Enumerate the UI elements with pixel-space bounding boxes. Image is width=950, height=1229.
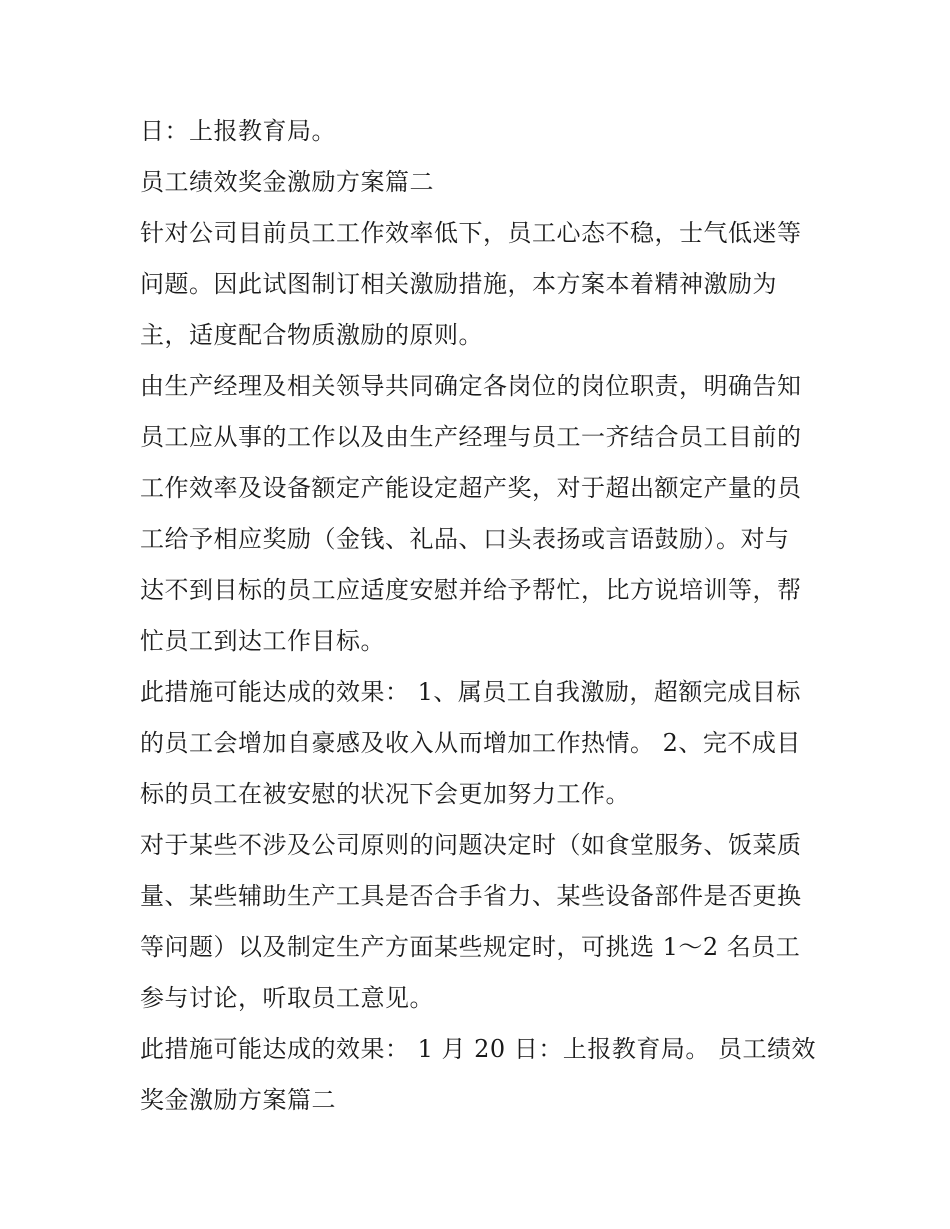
text-line: 标的员工在被安慰的状况下会更加努力工作。	[140, 780, 630, 808]
text-line: 此措施可能达成的效果： 1 月 20 日：上报教育局。 员工绩效	[140, 1035, 816, 1063]
text-line: 对于某些不涉及公司原则的问题决定时（如食堂服务、饭菜质	[140, 831, 802, 859]
text-line: 等问题）以及制定生产方面某些规定时，可挑选 1～2 名员工	[140, 933, 801, 961]
text-line: 工给予相应奖励（金钱、礼品、口头表扬或言语鼓励）。对与	[140, 525, 790, 553]
text-line: 参与讨论，听取员工意见。	[140, 984, 434, 1012]
text-line: 达不到目标的员工应适度安慰并给予帮忙，比方说培训等，帮	[140, 576, 802, 604]
text-line: 工作效率及设备额定产能设定超产奖，对于超出额定产量的员	[140, 474, 802, 502]
section-heading: 员工绩效奖金激励方案篇二	[140, 168, 434, 196]
text-line: 员工应从事的工作以及由生产经理与员工一齐结合员工目前的	[140, 423, 802, 451]
text-line: 量、某些辅助生产工具是否合手省力、某些设备部件是否更换	[140, 882, 802, 910]
text-line: 奖金激励方案篇二	[140, 1086, 336, 1114]
text-line: 问题。因此试图制订相关激励措施，本方案本着精神激励为	[140, 270, 777, 298]
text-line: 此措施可能达成的效果： 1、属员工自我激励，超额完成目标	[140, 678, 801, 706]
text-line: 针对公司目前员工工作效率低下，员工心态不稳，士气低迷等	[140, 219, 802, 247]
text-line: 由生产经理及相关领导共同确定各岗位的岗位职责，明确告知	[140, 372, 802, 400]
document-body	[140, 106, 815, 1126]
text-line: 日：上报教育局。	[140, 117, 336, 145]
text-line: 的员工会增加自豪感及收入从而增加工作热情。 2、完不成目	[140, 729, 801, 757]
text-line: 忙员工到达工作目标。	[140, 627, 385, 655]
text-line: 主，适度配合物质激励的原则。	[140, 321, 483, 349]
